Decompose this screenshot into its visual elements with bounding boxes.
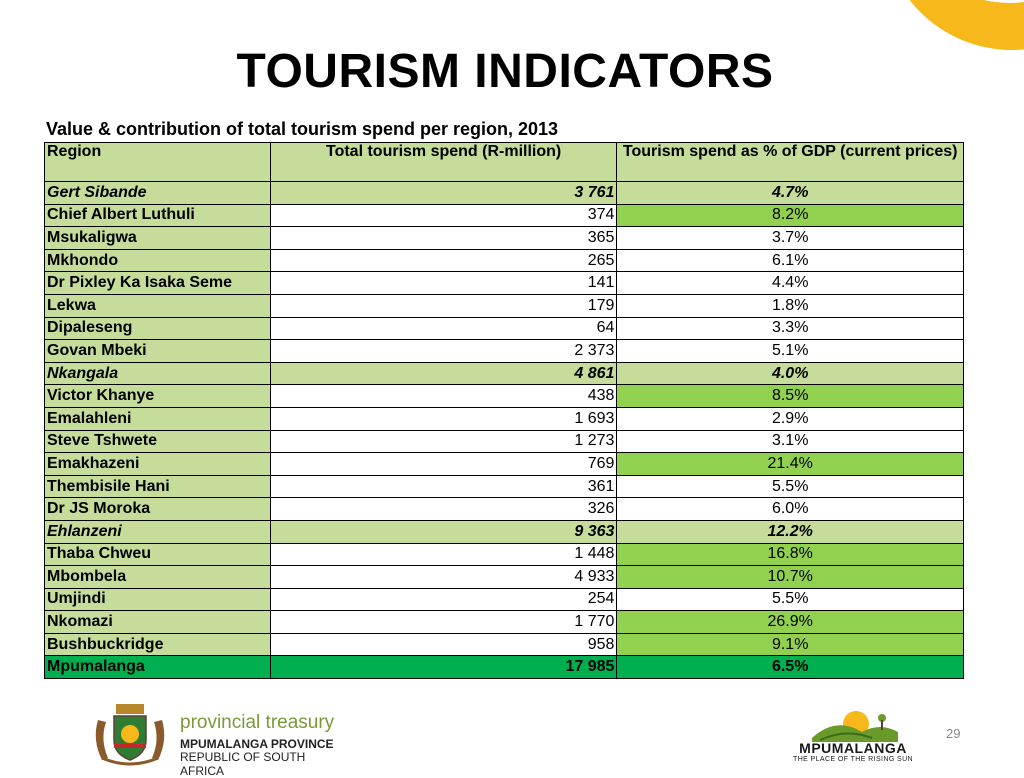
spend-cell: 1 770 (270, 611, 617, 634)
table-header-row (45, 143, 964, 182)
gdp-cell: 3.7% (617, 227, 964, 250)
spend-cell: 1 693 (270, 407, 617, 430)
table-caption: Value & contribution of total tourism spend per region, 2013 (46, 119, 559, 139)
table-row (45, 249, 964, 272)
table-row (45, 588, 964, 611)
spend-cell: 374 (270, 204, 617, 227)
region-cell: Dipaleseng (45, 317, 271, 340)
table-row (45, 611, 964, 634)
region-cell: Bushbuckridge (45, 633, 271, 656)
region-cell: Mpumalanga (45, 656, 271, 679)
table-row (45, 272, 964, 295)
province-logo (792, 702, 914, 766)
treasury-country: REPUBLIC OF SOUTH AFRICA (180, 750, 306, 778)
header-gdp: Tourism spend as % of GDP (current prices) (617, 143, 964, 182)
gdp-cell: 1.8% (617, 294, 964, 317)
province-name: MPUMALANGA (799, 740, 907, 756)
gdp-cell: 8.5% (617, 385, 964, 408)
spend-cell: 365 (270, 227, 617, 250)
spend-cell: 326 (270, 498, 617, 521)
table-row (45, 453, 964, 476)
spend-cell: 64 (270, 317, 617, 340)
table-row (45, 362, 964, 385)
province-tagline: THE PLACE OF THE RISING SUN (793, 756, 913, 763)
gdp-cell: 10.7% (617, 566, 964, 589)
coat-of-arms-icon (88, 700, 172, 766)
gdp-cell: 6.1% (617, 249, 964, 272)
region-cell: Steve Tshwete (45, 430, 271, 453)
table-row (45, 385, 964, 408)
tourism-table (44, 142, 964, 679)
spend-cell: 2 373 (270, 340, 617, 363)
spend-cell: 254 (270, 588, 617, 611)
region-cell: Ehlanzeni (45, 520, 271, 543)
gdp-cell: 5.5% (617, 588, 964, 611)
region-cell: Dr Pixley Ka Isaka Seme (45, 272, 271, 295)
gdp-cell: 12.2% (617, 520, 964, 543)
gdp-cell: 26.9% (617, 611, 964, 634)
region-cell: Nkomazi (45, 611, 271, 634)
table-row (45, 407, 964, 430)
region-cell: Thembisile Hani (45, 475, 271, 498)
header-spend: Total tourism spend (R-million) (270, 143, 617, 182)
table-row (45, 543, 964, 566)
region-cell: Umjindi (45, 588, 271, 611)
region-cell: Govan Mbeki (45, 340, 271, 363)
gdp-cell: 6.0% (617, 498, 964, 521)
table-row (45, 294, 964, 317)
table-row (45, 227, 964, 250)
spend-cell: 3 761 (270, 182, 617, 205)
gdp-cell: 4.4% (617, 272, 964, 295)
treasury-province: MPUMALANGA PROVINCE (180, 737, 334, 751)
gdp-cell: 5.1% (617, 340, 964, 363)
table-row (45, 633, 964, 656)
spend-cell: 141 (270, 272, 617, 295)
gdp-cell: 3.1% (617, 430, 964, 453)
spend-cell: 1 448 (270, 543, 617, 566)
spend-cell: 1 273 (270, 430, 617, 453)
region-cell: Victor Khanye (45, 385, 271, 408)
gdp-cell: 9.1% (617, 633, 964, 656)
table-row (45, 520, 964, 543)
table-row (45, 475, 964, 498)
page-number: 29 (946, 726, 961, 741)
table-row (45, 656, 964, 679)
gdp-cell: 4.0% (617, 362, 964, 385)
table-row (45, 204, 964, 227)
header-region: Region (45, 143, 271, 182)
gdp-cell: 2.9% (617, 407, 964, 430)
region-cell: Emalahleni (45, 407, 271, 430)
table-row (45, 340, 964, 363)
rising-sun-logo-icon (806, 702, 902, 742)
region-cell: Emakhazeni (45, 453, 271, 476)
gdp-cell: 6.5% (617, 656, 964, 679)
region-cell: Lekwa (45, 294, 271, 317)
spend-cell: 958 (270, 633, 617, 656)
region-cell: Msukaligwa (45, 227, 271, 250)
spend-cell: 4 861 (270, 362, 617, 385)
region-cell: Mkhondo (45, 249, 271, 272)
region-cell: Dr JS Moroka (45, 498, 271, 521)
spend-cell: 769 (270, 453, 617, 476)
spend-cell: 4 933 (270, 566, 617, 589)
table-row (45, 317, 964, 340)
gdp-cell: 5.5% (617, 475, 964, 498)
region-cell: Thaba Chweu (45, 543, 271, 566)
region-cell: Mbombela (45, 566, 271, 589)
table-row (45, 498, 964, 521)
spend-cell: 179 (270, 294, 617, 317)
spend-cell: 9 363 (270, 520, 617, 543)
gdp-cell: 16.8% (617, 543, 964, 566)
region-cell: Gert Sibande (45, 182, 271, 205)
gdp-cell: 21.4% (617, 453, 964, 476)
table-row (45, 430, 964, 453)
gdp-cell: 4.7% (617, 182, 964, 205)
gdp-cell: 3.3% (617, 317, 964, 340)
corner-accent-arc (882, 0, 1024, 50)
spend-cell: 17 985 (270, 656, 617, 679)
region-cell: Nkangala (45, 362, 271, 385)
slide-title: TOURISM INDICATORS (236, 45, 774, 98)
treasury-name: provincial treasury (180, 712, 335, 733)
table-row (45, 182, 964, 205)
spend-cell: 361 (270, 475, 617, 498)
table-row (45, 566, 964, 589)
spend-cell: 438 (270, 385, 617, 408)
region-cell: Chief Albert Luthuli (45, 204, 271, 227)
spend-cell: 265 (270, 249, 617, 272)
gdp-cell: 8.2% (617, 204, 964, 227)
treasury-footer (88, 700, 348, 778)
